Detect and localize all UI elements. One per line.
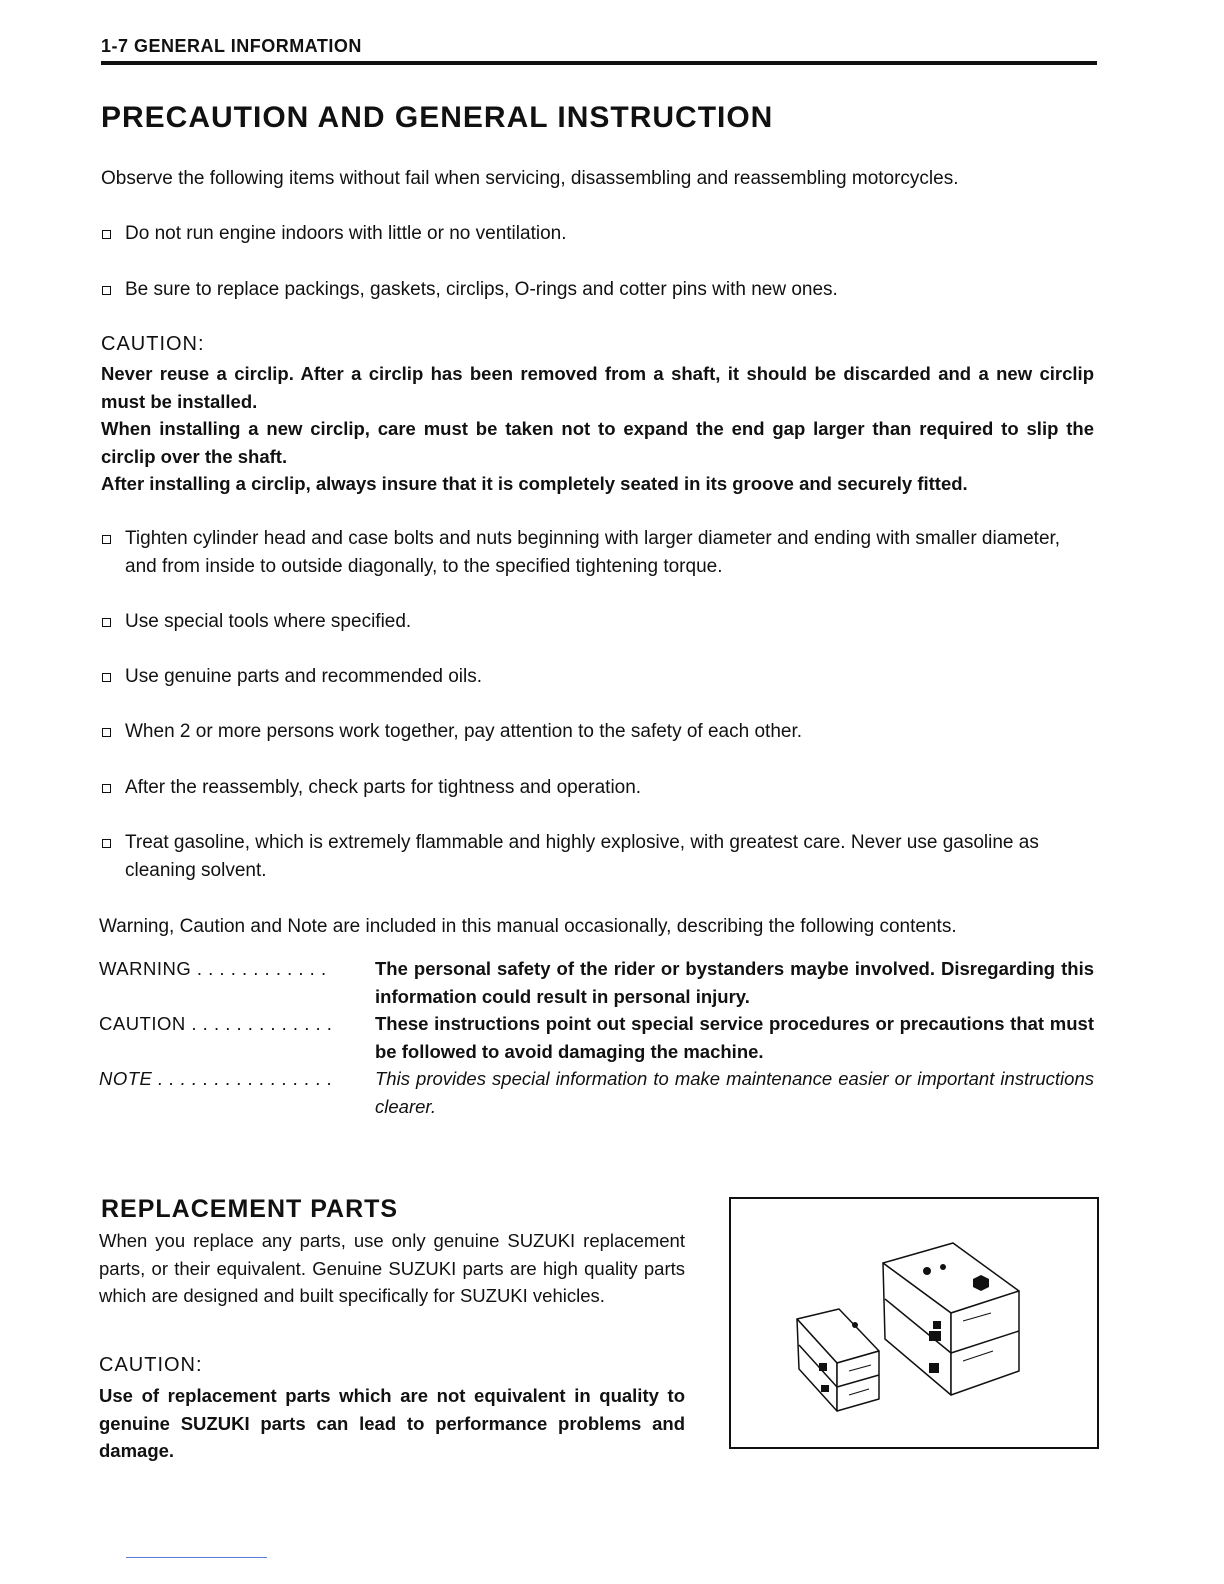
- checkbox-bullet-icon: [102, 728, 111, 737]
- list-item: Be sure to replace packings, gaskets, circlips, O-rings and cotter pins with new ones.: [101, 276, 1094, 304]
- definition-warning: [99, 955, 1094, 1010]
- definition-note: [99, 1065, 1094, 1120]
- definition-term: NOTE: [99, 1068, 153, 1089]
- list-item: After the reassembly, check parts for tightness and operation.: [101, 774, 1094, 802]
- checkbox-bullet-icon: [102, 784, 111, 793]
- list-item: Tighten cylinder head and case bolts and nuts beginning with larger diameter and ending with smaller diameter, and from inside to outside diagonally, to the specified tightening torque.: [101, 525, 1094, 581]
- definition-desc: These instructions point out special service procedures or precautions that must be followed to avoid damaging the machine.: [375, 1013, 1094, 1062]
- page-header: 1-7 GENERAL INFORMATION: [101, 36, 362, 56]
- definition-list: [99, 955, 1094, 1120]
- header-rule: [101, 61, 1097, 65]
- caution-line: When installing a new circlip, care must be taken not to expand the end gap larger than required to slip the circlip over the shaft.: [101, 418, 1094, 467]
- list-item: Do not run engine indoors with little or no ventilation.: [101, 220, 1094, 248]
- checkbox-bullet-icon: [102, 673, 111, 682]
- footer-rule: [126, 1557, 267, 1558]
- parts-boxes-figure: [729, 1197, 1099, 1449]
- checkbox-bullet-icon: [102, 230, 111, 239]
- checkbox-bullet-icon: [102, 839, 111, 848]
- definition-term: CAUTION: [99, 1013, 186, 1034]
- list-item: Use special tools where specified.: [101, 608, 1094, 636]
- list-item: Treat gasoline, which is extremely flammable and highly explosive, with greatest care. Never use gasoline as cleaning solvent.: [101, 829, 1094, 885]
- dot-leader: . . . . . . . . . . . . .: [185, 1013, 333, 1034]
- dot-leader: . . . . . . . . . . . . . . . .: [152, 1068, 333, 1089]
- section-title-precaution: PRECAUTION AND GENERAL INSTRUCTION: [101, 101, 774, 134]
- caution-body: Use of replacement parts which are not equivalent in quality to genuine SUZUKI parts can lead to performance problems and damage.: [99, 1385, 685, 1461]
- section-title-replacement-parts: REPLACEMENT PARTS: [101, 1195, 399, 1223]
- replacement-parts-paragraph: When you replace any parts, use only genuine SUZUKI replacement parts, or their equivalent. Genuine SUZUKI parts are high quality parts which are designed and built specifically for SUZUKI vehicles.: [99, 1230, 685, 1306]
- definition-caution: [99, 1010, 1094, 1065]
- caution-label: CAUTION:: [101, 333, 205, 355]
- checkbox-bullet-icon: [102, 618, 111, 627]
- checkbox-bullet-icon: [102, 535, 111, 544]
- definition-term: WARNING: [99, 958, 192, 979]
- caution-line: Never reuse a circlip. After a circlip has been removed from a shaft, it should be discarded and a new circlip must be installed.: [101, 363, 1094, 412]
- caution-body: [101, 360, 1094, 498]
- dot-leader: . . . . . . . . . . . .: [191, 958, 327, 979]
- checkbox-bullet-icon: [102, 286, 111, 295]
- list-item: When 2 or more persons work together, pay attention to the safety of each other.: [101, 718, 1094, 746]
- parts-boxes-illustration: [731, 1199, 1097, 1447]
- definition-desc: The personal safety of the rider or bystanders maybe involved. Disregarding this information could result in personal injury.: [375, 958, 1094, 1007]
- caution-label: CAUTION:: [99, 1354, 203, 1376]
- caution-line: After installing a circlip, always insure that it is completely seated in its groove and securely fitted.: [101, 473, 968, 494]
- note-intro: Warning, Caution and Note are included in this manual occasionally, describing the following contents.: [99, 916, 957, 937]
- definition-desc: This provides special information to make maintenance easier or important instructions clearer.: [375, 1068, 1094, 1117]
- list-item: Use genuine parts and recommended oils.: [101, 663, 1094, 691]
- intro-paragraph: Observe the following items without fail when servicing, disassembling and reassembling motorcycles.: [101, 168, 959, 189]
